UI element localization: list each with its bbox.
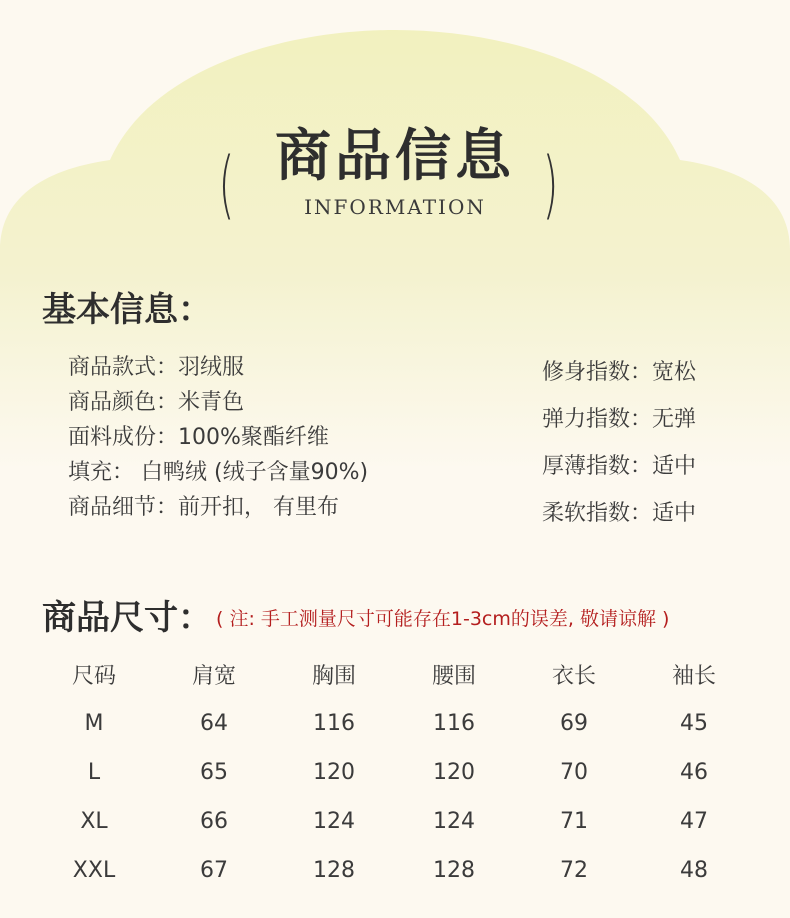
table-cell: L bbox=[87, 760, 101, 785]
size-heading: 商品尺寸： bbox=[42, 598, 212, 638]
table-cell: 72 bbox=[560, 858, 588, 883]
table-cell: M bbox=[84, 711, 104, 736]
table-row bbox=[34, 699, 754, 748]
table-header-cell: 肩宽 bbox=[191, 664, 236, 689]
page-subtitle: INFORMATION bbox=[304, 195, 486, 219]
row-label: 商品款式： bbox=[68, 355, 179, 380]
table-cell: 67 bbox=[200, 858, 228, 883]
index-row bbox=[542, 490, 696, 537]
row-label: 弹力指数： bbox=[542, 407, 653, 432]
basic-info-left-list bbox=[68, 350, 368, 525]
row-value: 无弹 bbox=[652, 407, 697, 432]
header bbox=[0, 0, 790, 240]
row-label: 填充： bbox=[68, 460, 135, 485]
basic-info-row bbox=[68, 385, 368, 420]
row-value: 白鸭绒 (绒子含量90%) bbox=[134, 460, 369, 485]
table-cell: XL bbox=[80, 809, 108, 834]
index-row bbox=[542, 443, 696, 490]
table-cell: 66 bbox=[200, 809, 228, 834]
row-label: 商品颜色： bbox=[68, 390, 179, 415]
table-cell: 47 bbox=[680, 809, 708, 834]
row-label: 厚薄指数： bbox=[542, 454, 653, 479]
table-cell: 116 bbox=[433, 711, 475, 736]
right-parenthesis: ) bbox=[542, 142, 559, 228]
table-cell: 65 bbox=[200, 760, 228, 785]
table-row bbox=[34, 846, 754, 895]
table-cell: 48 bbox=[680, 858, 708, 883]
basic-info-heading: 基本信息： bbox=[42, 290, 212, 330]
row-value: 米青色 bbox=[178, 390, 245, 415]
table-row bbox=[34, 748, 754, 797]
table-cell: 120 bbox=[313, 760, 355, 785]
row-value: 前开扣， 有里布 bbox=[178, 495, 340, 520]
row-label: 修身指数： bbox=[542, 360, 653, 385]
size-table bbox=[34, 650, 754, 895]
table-cell: 116 bbox=[313, 711, 355, 736]
row-value: 羽绒服 bbox=[178, 355, 245, 380]
table-cell: 46 bbox=[680, 760, 708, 785]
basic-info-row bbox=[68, 350, 368, 385]
table-row bbox=[34, 797, 754, 846]
basic-info-right-list bbox=[542, 349, 696, 537]
basic-info-row bbox=[68, 490, 368, 525]
table-header-cell: 腰围 bbox=[431, 664, 476, 689]
table-cell: 124 bbox=[433, 809, 475, 834]
basic-info-row bbox=[68, 420, 368, 455]
index-row bbox=[542, 349, 696, 396]
table-cell: 124 bbox=[313, 809, 355, 834]
row-value: 适中 bbox=[652, 454, 697, 479]
table-header-cell: 胸围 bbox=[311, 664, 356, 689]
size-note: ( 注: 手工测量尺寸可能存在1-3cm的误差, 敬请谅解 ) bbox=[216, 608, 670, 630]
table-cell: 128 bbox=[433, 858, 475, 883]
size-heading-line bbox=[42, 590, 669, 639]
page-title: 商品信息 bbox=[275, 124, 515, 189]
table-cell: 64 bbox=[200, 711, 228, 736]
basic-info-row bbox=[68, 455, 368, 490]
table-cell: XXL bbox=[72, 858, 116, 883]
table-header-cell: 衣长 bbox=[551, 664, 596, 689]
row-label: 柔软指数： bbox=[542, 501, 653, 526]
left-parenthesis: ( bbox=[218, 142, 235, 228]
table-header-cell: 尺码 bbox=[71, 664, 116, 689]
row-value: 100%聚酯纤维 bbox=[178, 425, 329, 450]
table-header-cell: 袖长 bbox=[671, 664, 716, 689]
table-cell: 120 bbox=[433, 760, 475, 785]
table-cell: 69 bbox=[560, 711, 588, 736]
table-cell: 70 bbox=[560, 760, 588, 785]
row-label: 商品细节： bbox=[68, 495, 179, 520]
row-value: 适中 bbox=[652, 501, 697, 526]
row-label: 面料成份： bbox=[68, 425, 179, 450]
table-header-row bbox=[34, 650, 754, 699]
index-row bbox=[542, 396, 696, 443]
table-cell: 45 bbox=[680, 711, 708, 736]
row-value: 宽松 bbox=[652, 360, 697, 385]
table-cell: 71 bbox=[560, 809, 588, 834]
table-cell: 128 bbox=[313, 858, 355, 883]
